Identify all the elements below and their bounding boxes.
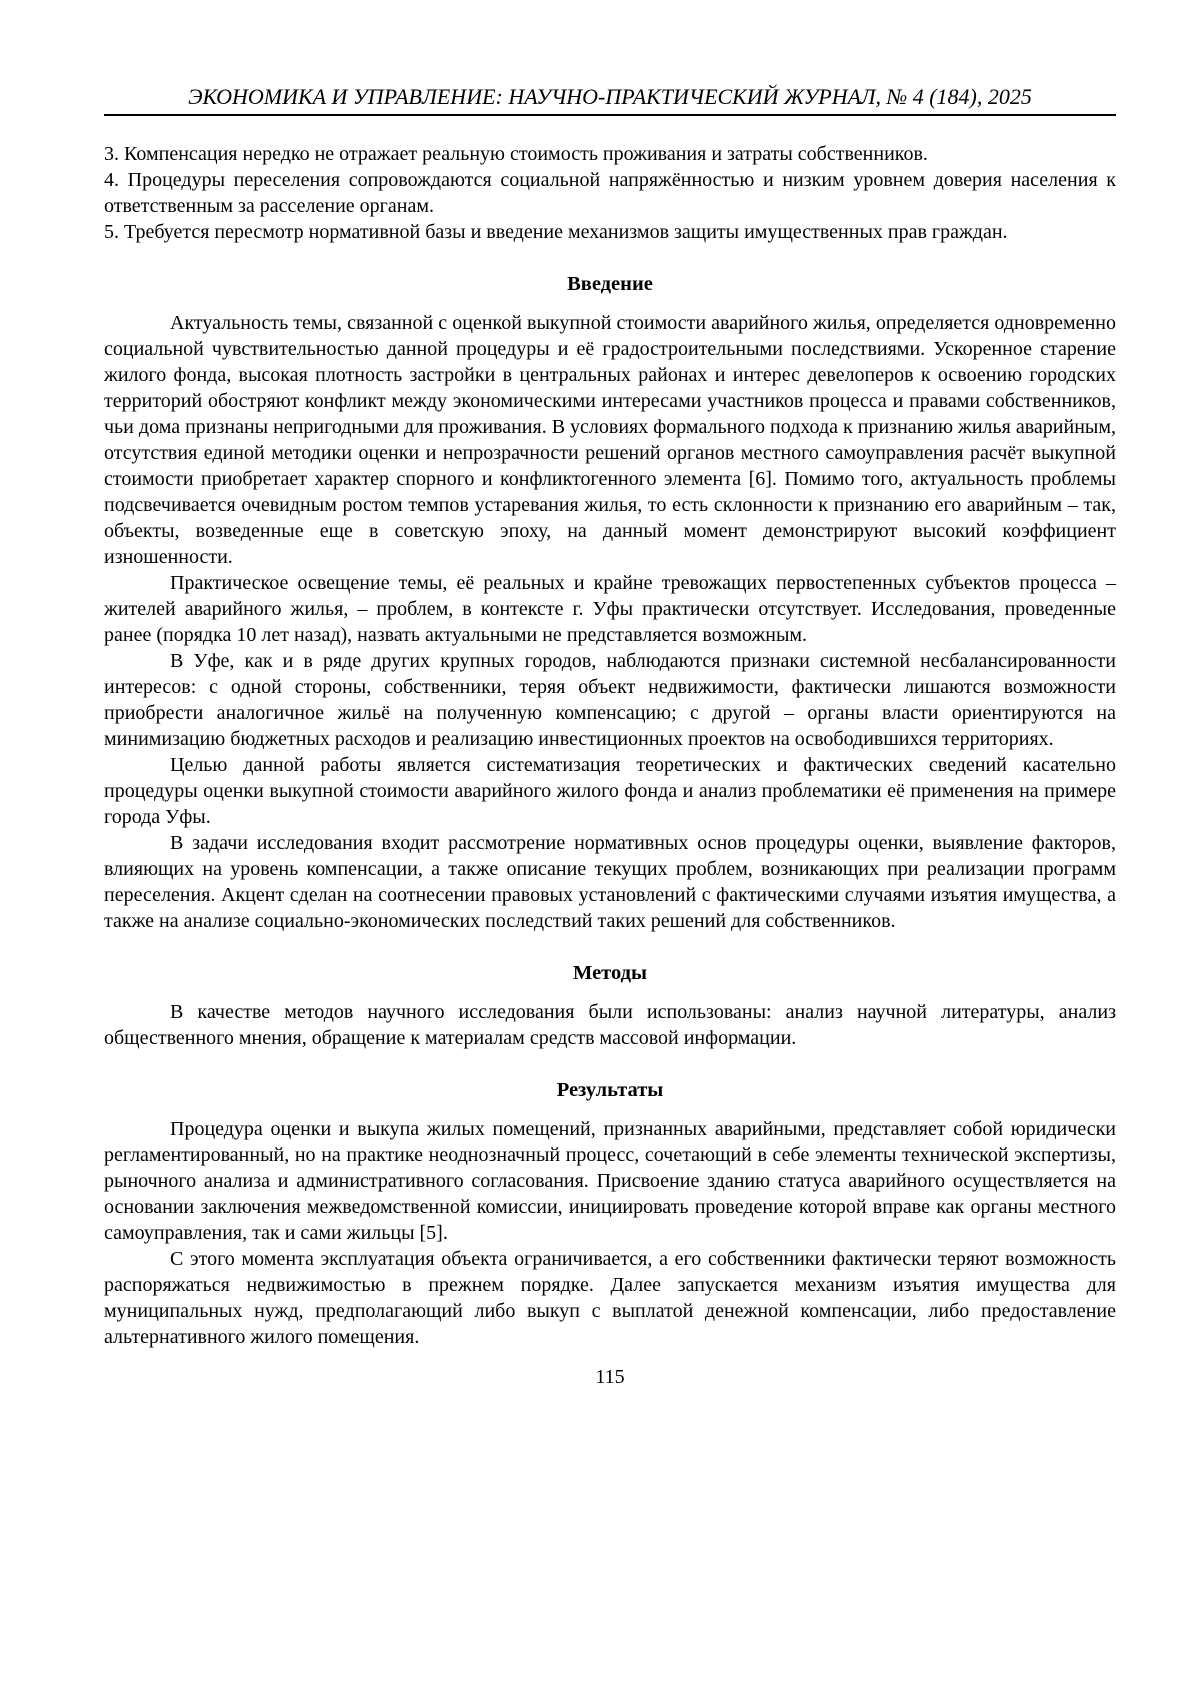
section-heading-results: Результаты — [556, 1079, 664, 1101]
paragraph: Целью данной работы является систематизация теоретических и фактических сведений касательно процедуры оценки выкупной стоимости аварийного жилого фонда и анализ проблематики её применения на примере города Уфы. — [104, 754, 1116, 828]
header-rule — [104, 114, 1116, 116]
page-number: 115 — [595, 1366, 625, 1388]
paragraph: В задачи исследования входит рассмотрение нормативных основ процедуры оценки, выявление факторов, влияющих на уровень компенсации, а также описание текущих проблем, возникающих при реализации программ переселения. Акцент сделан на соотнесении правовых установлений с фактическими случаями изъятия имущества, а также на анализе социально-экономических последствий таких решений для собственников. — [104, 832, 1116, 932]
section-results — [104, 1077, 1116, 1350]
section-methods — [104, 960, 1116, 1051]
list-item-3: 3. Компенсация нередко не отражает реальную стоимость проживания и затраты собственников. — [104, 143, 928, 165]
paragraph: Актуальность темы, связанной с оценкой выкупной стоимости аварийного жилья, определяется одновременно социальной чувствительностью данной процедуры и её градостроительными последствиями. Ускоренное старение жилого фонда, высокая плотность застройки в центральных районах и интерес девелоперов к освоению городских территорий обостряют конфликт между экономическими интересами участников процесса и правами собственников, чьи дома признаны непригодными для проживания. В условиях формального подхода к признанию жилья аварийным, отсутствия единой методики оценки и непрозрачности решений органов местного самоуправления расчёт выкупной стоимости приобретает характер спорного и конфликтогенного элемента [6]. Помимо того, актуальность проблемы подсвечивается очевидным ростом темпов устаревания жилья, то есть склонности к признанию его аварийным – так, объекты, возведенные еще в советскую эпоху, на данный момент демонстрируют высокий коэффициент изношенности. — [104, 312, 1116, 568]
paragraph: В Уфе, как и в ряде других крупных городов, наблюдаются признаки системной несбалансированности интересов: с одной стороны, собственники, теряя объект недвижимости, фактически лишаются возможности приобрести аналогичное жильё на полученную компенсацию; с другой – органы власти ориентируются на минимизацию бюджетных расходов и реализацию инвестиционных проектов на освободившихся территориях. — [104, 650, 1116, 750]
conclusions-list — [104, 141, 1116, 245]
list-item-4: 4. Процедуры переселения сопровождаются социальной напряжённостью и низким уровнем доверия населения к ответственным за расселение органам. — [104, 169, 1116, 217]
journal-title: ЭКОНОМИКА И УПРАВЛЕНИЕ: НАУЧНО-ПРАКТИЧЕСКИЙ ЖУРНАЛ, № 4 (184), 2025 — [188, 84, 1032, 109]
list-item-5: 5. Требуется пересмотр нормативной базы и введение механизмов защиты имущественных прав граждан. — [104, 221, 1008, 243]
section-introduction — [104, 271, 1116, 934]
paragraph: В качестве методов научного исследования были использованы: анализ научной литературы, анализ общественного мнения, обращение к материалам средств массовой информации. — [104, 1001, 1116, 1049]
page-content — [104, 0, 1116, 1390]
paragraph: Процедура оценки и выкупа жилых помещений, признанных аварийными, представляет собой юридически регламентированный, но на практике неоднозначный процесс, сочетающий в себе элементы технической экспертизы, рыночного анализа и административного согласования. Присвоение зданию статуса аварийного осуществляется на основании заключения межведомственной комиссии, инициировать проведение которой вправе как органы местного самоуправления, так и сами жильцы [5]. — [104, 1118, 1116, 1244]
section-heading-methods: Методы — [572, 962, 647, 984]
journal-header-block — [104, 84, 1116, 116]
section-heading-introduction: Введение — [567, 273, 653, 295]
paragraph: Практическое освещение темы, её реальных и крайне тревожащих первостепенных субъектов процесса – жителей аварийного жилья, – проблем, в контексте г. Уфы практически отсутствует. Исследования, проведенные ранее (порядка 10 лет назад), назвать актуальными не представляется возможным. — [104, 572, 1116, 646]
paragraph: С этого момента эксплуатация объекта ограничивается, а его собственники фактически теряют возможность распоряжаться недвижимостью в прежнем порядке. Далее запускается механизм изъятия имущества для муниципальных нужд, предполагающий либо выкуп с выплатой денежной компенсации, либо предоставление альтернативного жилого помещения. — [104, 1248, 1116, 1348]
